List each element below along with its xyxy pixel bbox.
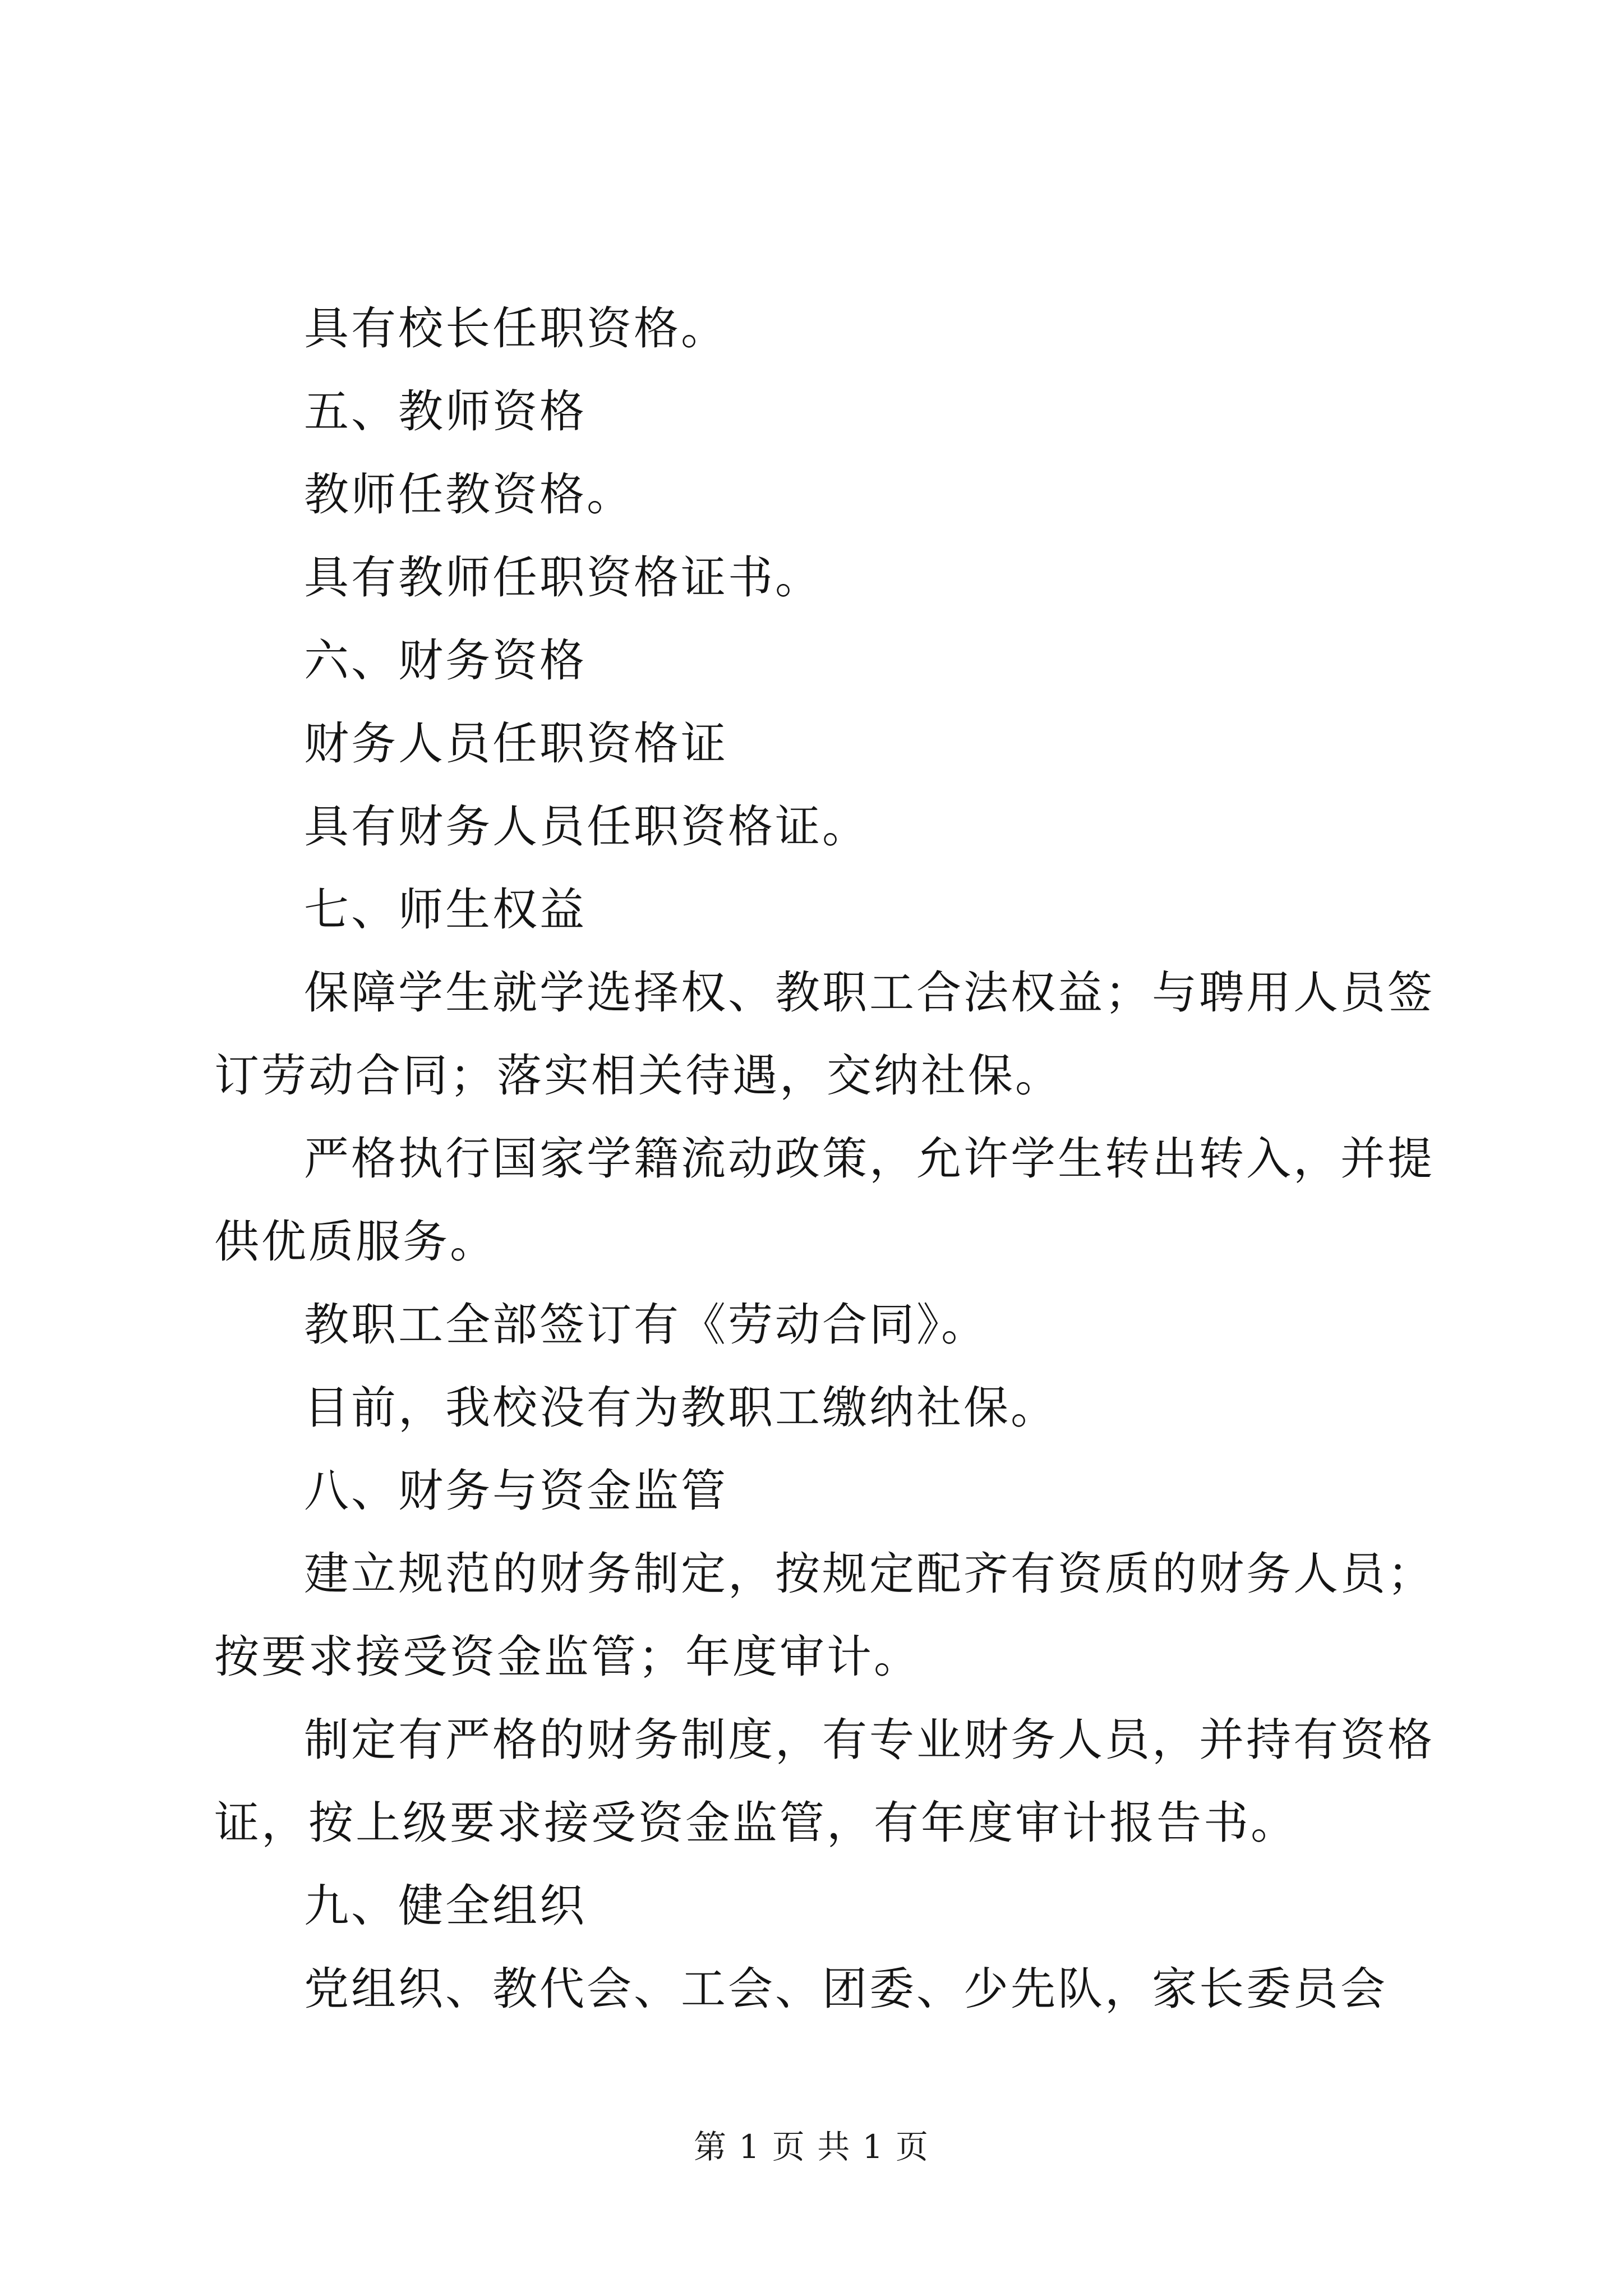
- paragraph: 教职工全部签订有《劳动合同》。: [304, 1299, 988, 1351]
- section-heading: 七、师生权益: [304, 884, 587, 936]
- section-heading: 五、教师资格: [304, 385, 587, 438]
- paragraph: 保障学生就学选择权、教职工合法权益；与聘用人员签订劳动合同；落实相关待遇，交纳社保。: [214, 967, 1435, 1102]
- paragraph: 具有教师任职资格证书。: [304, 551, 822, 604]
- paragraph: 目前，我校没有为教职工缴纳社保。: [304, 1382, 1058, 1434]
- document-body: [214, 287, 1437, 2031]
- paragraph: 财务人员任职资格证: [304, 717, 728, 770]
- section-heading: 六、财务资格: [304, 634, 587, 687]
- paragraph: 建立规范的财务制定，按规定配齐有资质的财务人员；按要求接受资金监管；年度审计。: [214, 1548, 1435, 1683]
- section-heading: 八、财务与资金监管: [304, 1465, 728, 1517]
- paragraph: 教师任教资格。: [304, 468, 634, 521]
- section-heading: 九、健全组织: [304, 1880, 587, 1932]
- paragraph: 具有校长任职资格。: [304, 302, 728, 355]
- paragraph: 党组织、教代会、工会、团委、少先队，家长委员会: [304, 1963, 1387, 2015]
- page-footer: 第 1 页 共 1 页: [694, 2128, 929, 2166]
- paragraph: 制定有严格的财务制度，有专业财务人员，并持有资格证，按上级要求接受资金监管，有年度审计报告书。: [214, 1714, 1435, 1849]
- paragraph: 具有财务人员任职资格证。: [304, 800, 869, 853]
- paragraph: 严格执行国家学籍流动政策，允许学生转出转入，并提供优质服务。: [214, 1133, 1435, 1268]
